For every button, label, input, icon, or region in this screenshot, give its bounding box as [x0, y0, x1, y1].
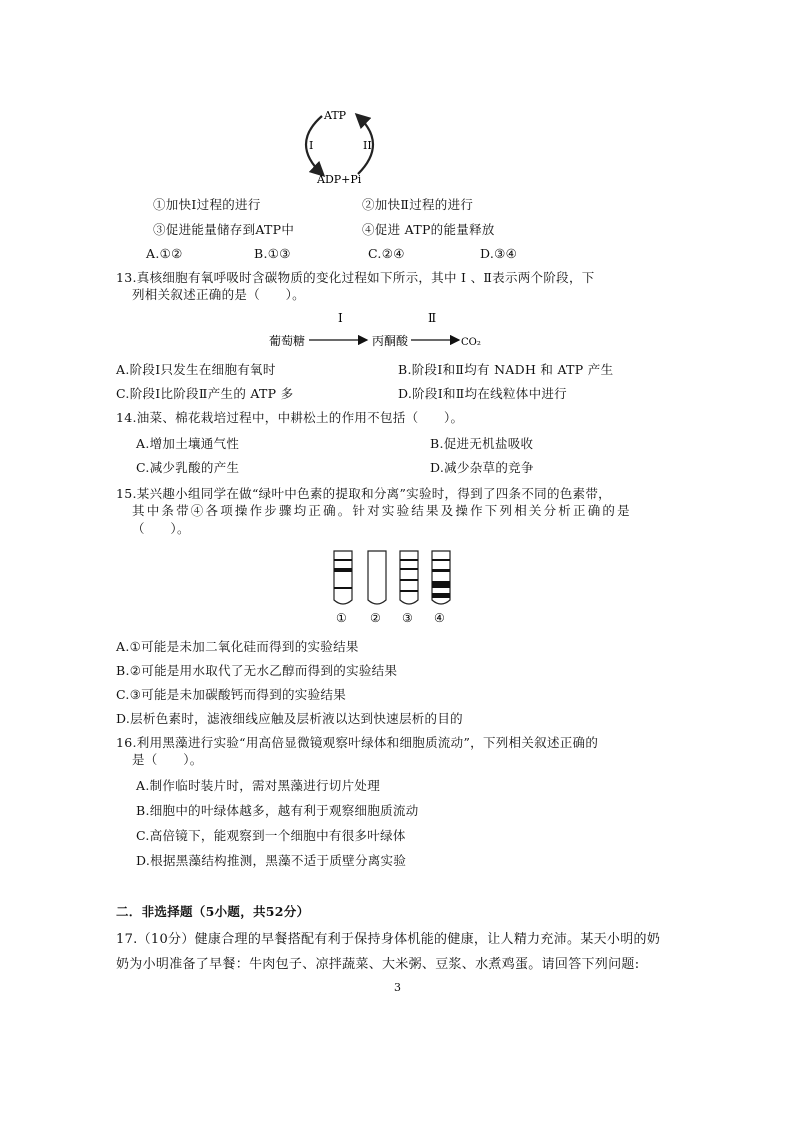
- tube-4-band: [432, 593, 450, 598]
- tube-label-2: ②: [370, 611, 381, 625]
- q16-stem-line2: 是（ ）。: [132, 752, 203, 767]
- tube-1: [334, 551, 352, 604]
- q12-option-4: ④促进 ATP的能量释放: [362, 222, 495, 237]
- tube-3-band: [400, 579, 418, 581]
- tube-4-band: [432, 569, 450, 572]
- tube-label-3: ③: [402, 611, 413, 625]
- q17-line1: 17.（10分）健康合理的早餐搭配有利于保持身体机能的健康，让人精力充沛。某天小明的奶: [116, 932, 661, 947]
- cycle-atp-label: ATP: [324, 109, 347, 122]
- flow-stage-i-label: Ⅰ: [338, 311, 343, 325]
- cycle-stage-ii: II: [363, 139, 372, 152]
- tube-1-band: [334, 568, 352, 572]
- tube-4: [432, 551, 450, 604]
- tube-3-band: [400, 590, 418, 592]
- q16-stem-line1: 16.利用黑藻进行实验“用高倍显微镜观察叶绿体和细胞质流动”，下列相关叙述正确的: [116, 735, 599, 750]
- q15-option-b: B.②可能是用水取代了无水乙醇而得到的实验结果: [116, 663, 398, 678]
- q16-option-d: D.根据黑藻结构推测，黑藻不适于质壁分离实验: [136, 853, 407, 868]
- q13-stem-line2: 列相关叙述正确的是（ ）。: [132, 287, 305, 302]
- q13-option-a: A.阶段Ⅰ只发生在细胞有氧时: [116, 362, 276, 377]
- page-number: 3: [394, 981, 402, 994]
- flow-glucose-label: 葡萄糖: [269, 334, 306, 348]
- q14-option-b: B.促进无机盐吸收: [430, 436, 534, 451]
- tube-2: [368, 551, 386, 604]
- q15-stem-line2: 其中条带④各项操作步骤均正确。针对实验结果及操作下列相关分析正确的是: [132, 503, 632, 518]
- q12-option-3: ③促进能量储存到ATP中: [153, 222, 295, 237]
- tube-4-band: [432, 559, 450, 561]
- q14-option-d: D.减少杂草的竞争: [430, 460, 534, 475]
- cycle-adp-label: ADP+Pi: [317, 173, 362, 186]
- q12-option-1: ①加快Ⅰ过程的进行: [153, 197, 261, 212]
- tube-1-band: [334, 559, 352, 561]
- q14-option-c: C.减少乳酸的产生: [136, 460, 240, 475]
- q16-option-a: A.制作临时装片时，需对黑藻进行切片处理: [136, 778, 381, 793]
- atp-cycle-diagram: [290, 104, 390, 188]
- q16-option-c: C.高倍镜下，能观察到一个细胞中有很多叶绿体: [136, 828, 406, 843]
- q13-stem-line1: 13.真核细胞有氧呼吸时含碳物质的变化过程如下所示，其中 Ⅰ 、Ⅱ表示两个阶段，下: [116, 270, 595, 285]
- flow-stage-ii-label: Ⅱ: [428, 311, 437, 325]
- flow-pyruvate-label: 丙酮酸: [372, 334, 409, 348]
- pigment-bands-figure: [330, 548, 460, 626]
- q15-option-d: D.层析色素时，滤液细线应触及层析液以达到快速层析的目的: [116, 711, 463, 726]
- q15-stem-line3: （ ）。: [132, 521, 190, 536]
- q12-choice-c: C.②④: [368, 246, 405, 261]
- q15-stem-line1: 15.某兴趣小组同学在做“绿叶中色素的提取和分离”实验时，得到了四条不同的色素带，: [116, 486, 611, 501]
- respiration-flow-diagram: [265, 308, 525, 354]
- tube-4-band: [432, 581, 450, 588]
- q17-line2: 奶为小明准备了早餐：牛肉包子、凉拌蔬菜、大米粥、豆浆、水煮鸡蛋。请回答下列问题:: [116, 957, 640, 972]
- cycle-stage-i: I: [309, 139, 314, 152]
- tube-3-band: [400, 559, 418, 561]
- q14-stem: 14.油菜、棉花栽培过程中，中耕松土的作用不包括（ ）。: [116, 410, 464, 425]
- q14-option-a: A.增加土壤通气性: [136, 436, 240, 451]
- section-heading: 二．非选择题（5小题，共52分）: [116, 904, 310, 919]
- q13-option-c: C.阶段Ⅰ比阶段Ⅱ产生的 ATP 多: [116, 386, 294, 401]
- tube-3-band: [400, 568, 418, 570]
- flow-co2-label: CO₂: [461, 337, 481, 348]
- q12-choice-d: D.③④: [480, 246, 518, 261]
- q12-option-2: ②加快Ⅱ过程的进行: [362, 197, 474, 212]
- q13-option-d: D.阶段Ⅰ和Ⅱ均在线粒体中进行: [398, 386, 567, 401]
- tube-3: [400, 551, 418, 604]
- q13-option-b: B.阶段Ⅰ和Ⅱ均有 NADH 和 ATP 产生: [398, 362, 614, 377]
- q12-choice-a: A.①②: [146, 246, 183, 261]
- q16-option-b: B.细胞中的叶绿体越多，越有利于观察细胞质流动: [136, 803, 419, 818]
- q12-choice-b: B.①③: [254, 246, 291, 261]
- tube-1-band: [334, 587, 352, 589]
- tube-label-1: ①: [336, 611, 347, 625]
- q15-option-a: A.①可能是未加二氧化硅而得到的实验结果: [116, 639, 359, 654]
- tube-label-4: ④: [434, 611, 445, 625]
- q15-option-c: C.③可能是未加碳酸钙而得到的实验结果: [116, 687, 346, 702]
